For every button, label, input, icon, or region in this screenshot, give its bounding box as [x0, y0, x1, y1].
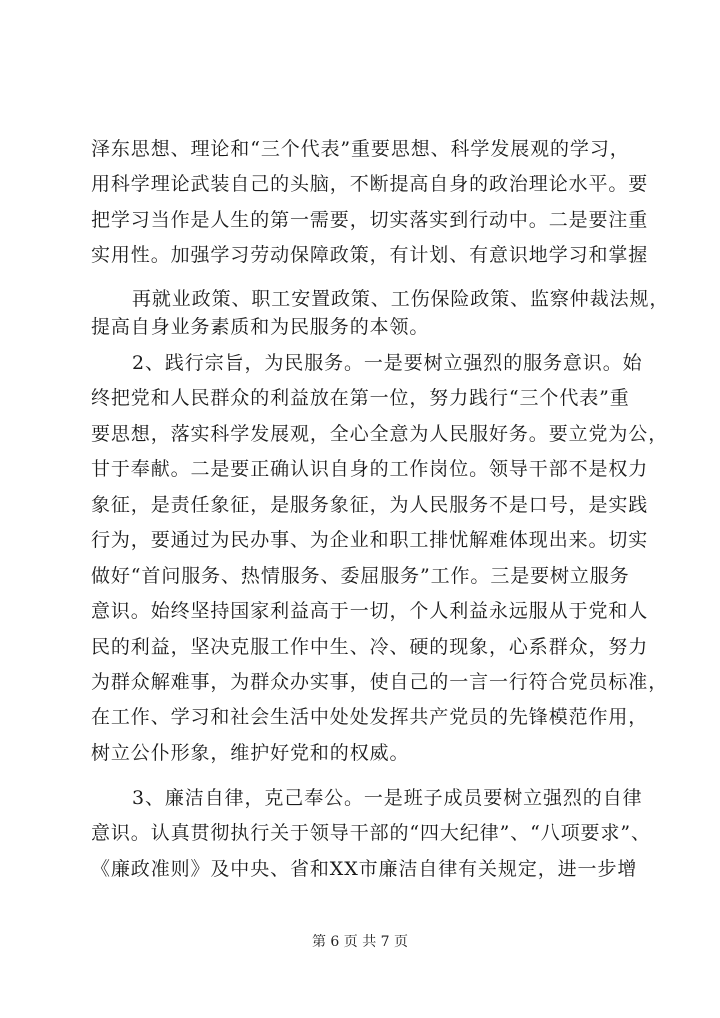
- text-line-10: 甘于奉献。二是要正确认识自身的工作岗位。领导干部不是权力: [91, 458, 649, 480]
- text-line-5: 再就业政策、职工安置政策、工伤保险政策、监察仲裁法规，: [132, 288, 670, 310]
- text-line-14: 意识。始终坚持国家利益高于一切，个人利益永远服从于党和人: [91, 600, 649, 622]
- text-line-13: 做好“首问服务、热情服务、委屈服务”工作。三是要树立服务: [91, 565, 630, 587]
- text-line-4: 实用性。加强学习劳动保障政策，有计划、有意识地学习和掌握: [91, 244, 649, 266]
- text-line-6: 提高自身业务素质和为民服务的本领。: [91, 316, 430, 338]
- text-line-21: 《廉政准则》及中央、省和XX市廉洁自律有关规定，进一步增: [91, 858, 638, 880]
- text-line-11: 象征，是责任象征，是服务象征，为人民服务不是口号，是实践: [91, 494, 649, 516]
- text-line-1: 泽东思想、理论和“三个代表”重要思想、科学发展观的学习，: [91, 138, 630, 160]
- paragraph-3-heading: 3、廉洁自律，克己奉公。一是班子成员要树立强烈的自律: [132, 787, 643, 809]
- text-line-3: 把学习当作是人生的第一需要，切实落实到行动中。二是要注重: [91, 209, 649, 231]
- text-line-17: 在工作、学习和社会生活中处处发挥共产党员的先锋模范作用，: [91, 706, 649, 728]
- text-line-16: 为群众解难事，为群众办实事，使自己的一言一行符合党员标准，: [91, 671, 669, 693]
- text-line-8: 终把党和人民群众的利益放在第一位，努力践行“三个代表”重: [91, 387, 630, 409]
- page-number-footer: 第 6 页 共 7 页: [311, 934, 409, 950]
- text-line-20: 意识。认真贯彻执行关于领导干部的“四大纪律”、“八项要求”、: [91, 822, 651, 844]
- paragraph-2-heading: 2、践行宗旨，为民服务。一是要树立强烈的服务意识。始: [132, 352, 643, 374]
- text-line-2: 用科学理论武装自己的头脑，不断提高自身的政治理论水平。要: [91, 173, 649, 195]
- text-line-12: 行为，要通过为民办事、为企业和职工排忧解难体现出来。切实: [91, 529, 649, 551]
- text-line-15: 民的利益，坚决克服工作中生、冷、硬的现象，心系群众，努力: [91, 636, 649, 658]
- text-line-9: 要思想，落实科学发展观，全心全意为人民服好务。要立党为公，: [91, 423, 669, 445]
- text-line-18: 树立公仆形象，维护好党和的权威。: [91, 742, 410, 764]
